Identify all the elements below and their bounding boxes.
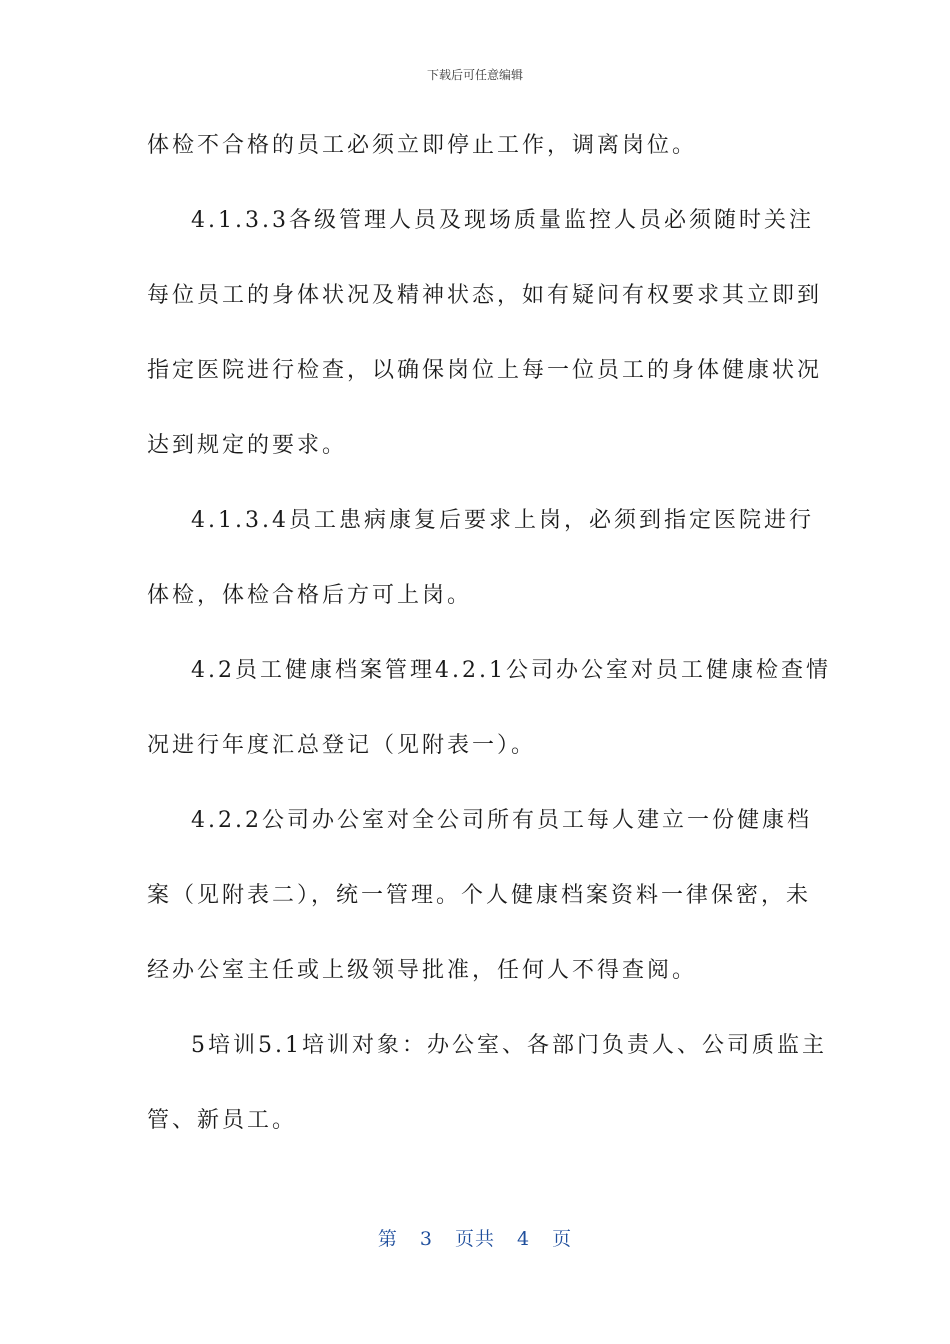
- footer-prefix: 第: [377, 1228, 398, 1250]
- body-line: 案（见附表二），统一管理。个人健康档案资料一律保密，未: [147, 883, 812, 908]
- footer-middle: 页共: [454, 1228, 495, 1250]
- total-pages-number: 4: [517, 1228, 531, 1250]
- page-footer: [0, 1224, 950, 1251]
- body-line: 况进行年度汇总登记（见附表一）。: [147, 733, 537, 758]
- current-page-number: 3: [419, 1228, 433, 1250]
- body-line: 5培训5.1培训对象：办公室、各部门负责人、公司质监主: [191, 1033, 827, 1058]
- body-line: 4.2员工健康档案管理4.2.1公司办公室对员工健康检查情: [191, 658, 831, 683]
- body-line: 达到规定的要求。: [147, 433, 348, 458]
- body-line: 体检不合格的员工必须立即停止工作，调离岗位。: [147, 133, 698, 158]
- body-line: 体检，体检合格后方可上岗。: [147, 583, 473, 608]
- body-line: 4.1.3.3各级管理人员及现场质量监控人员必须随时关注: [191, 208, 814, 233]
- body-line: 4.2.2公司办公室对全公司所有员工每人建立一份健康档: [191, 808, 812, 833]
- document-body: [147, 118, 831, 1168]
- body-line: 指定医院进行检查，以确保岗位上每一位员工的身体健康状况: [147, 358, 823, 383]
- page-header: 下载后可任意编辑: [426, 68, 523, 82]
- body-line: 4.1.3.4员工患病康复后要求上岗，必须到指定医院进行: [191, 508, 814, 533]
- body-line: 管、新员工。: [147, 1108, 298, 1133]
- body-line: 经办公室主任或上级领导批准，任何人不得查阅。: [147, 958, 698, 983]
- body-line: 每位员工的身体状况及精神状态，如有疑问有权要求其立即到: [147, 283, 823, 308]
- footer-suffix: 页: [552, 1228, 573, 1250]
